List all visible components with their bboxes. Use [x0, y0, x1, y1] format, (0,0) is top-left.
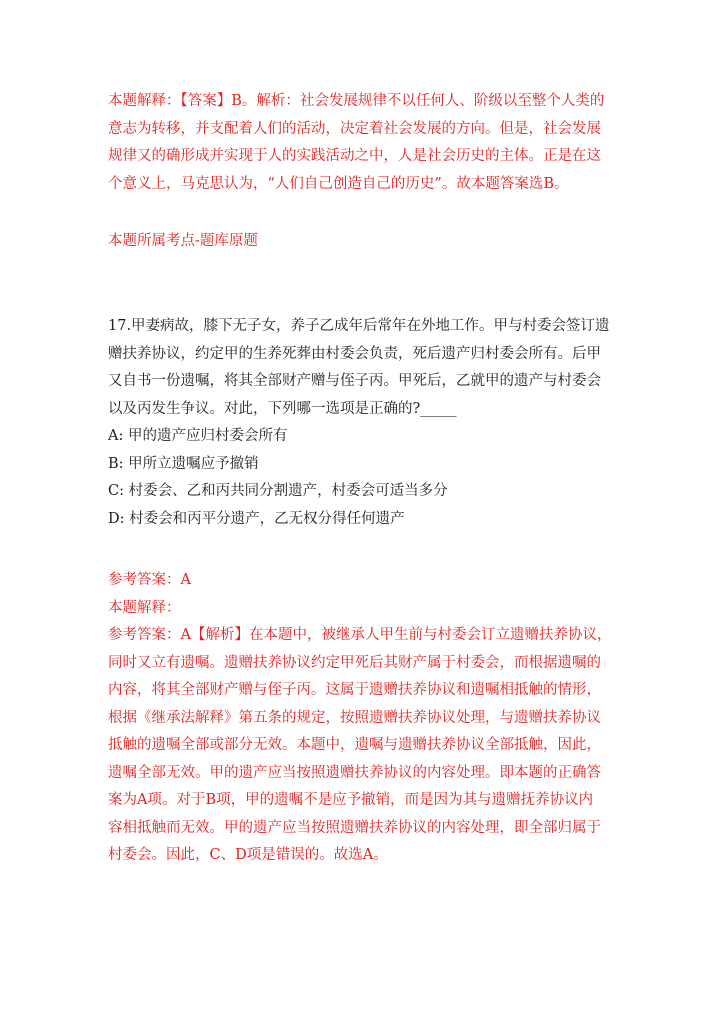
answer-explanation-line: 容相抵触而无效。甲的遗产应当按照遗赠扶养协议的内容处理，即全部归属于	[108, 819, 601, 836]
answer-block	[108, 567, 612, 870]
reference-answer: 参考答案：A	[108, 572, 191, 588]
answer-explanation-line: 同时又立有遗嘱。遗赠扶养协议约定甲死后其财产属于村委会，而根据遗嘱的	[108, 654, 601, 671]
answer-explanation-line: 根据《继承法解释》第五条的规定，按照遗赠扶养协议处理，与遗赠扶养协议	[108, 709, 601, 726]
option-c: C: 村委会、乙和丙共同分割遗产，村委会可适当多分	[108, 483, 448, 499]
answer-explanation-line: 遗嘱全部无效。甲的遗产应当按照遗赠扶养协议的内容处理。即本题的正确答	[108, 764, 601, 781]
question-line: 又自书一份遗嘱，将其全部财产赠与侄子丙。甲死后，乙就甲的遗产与村委会	[108, 373, 601, 389]
option-b: B: 甲所立遗嘱应予撤销	[108, 455, 259, 472]
question-line: 赠扶养协议，约定甲的生养死葬由村委会负责，死后遗产归村委会所有。后甲	[108, 345, 601, 362]
answer-explanation-line: 内容，将其全部财产赠与侄子丙。这属于遗赠扶养协议和遗嘱相抵触的情形，	[108, 682, 601, 698]
option-d: D: 村委会和丙平分遗产，乙无权分得任何遗产	[108, 510, 405, 527]
explanation-line: 规律又的确形成并实现于人的实践活动之中，人是社会历史的主体。正是在这	[108, 148, 601, 164]
answer-explanation-line: 案为A项。对于B项，甲的遗嘱不是应予撤销，而是因为其与遗赠抚养协议内	[108, 792, 594, 808]
previous-explanation	[108, 88, 612, 198]
explanation-heading: 本题解释：	[108, 599, 181, 616]
question-line: 以及丙发生争议。对此，下列哪一选项是正确的?_____	[108, 400, 457, 417]
answer-explanation-line: 参考答案：A【解析】在本题中，被继承人甲生前与村委会订立遗赠扶养协议，	[108, 627, 612, 643]
explanation-line: 意志为转移，并支配着人们的活动，决定着社会发展的方向。但是，社会发展	[108, 120, 601, 137]
question-block	[108, 313, 612, 533]
category-line: 本题所属考点-题库原题	[108, 233, 258, 249]
answer-explanation-line: 抵触的遗嘱全部或部分无效。本题中，遗嘱与遗赠扶养协议全部抵触，因此，	[108, 737, 601, 753]
option-a: A: 甲的遗产应归村委会所有	[108, 428, 288, 444]
answer-explanation-line: 村委会。因此，C、D项是错误的。故选A。	[108, 847, 388, 863]
previous-category	[108, 228, 612, 256]
explanation-line: 本题解释：【答案】B。解析：社会发展规律不以任何人、阶级以至整个人类的	[108, 93, 605, 109]
question-line: 17.甲妻病故，膝下无子女，养子乙成年后常年在外地工作。甲与村委会签订遗	[108, 318, 610, 334]
explanation-line: 个意义上，马克思认为，“人们自己创造自己的历史”。故本题答案选B。	[108, 175, 569, 192]
